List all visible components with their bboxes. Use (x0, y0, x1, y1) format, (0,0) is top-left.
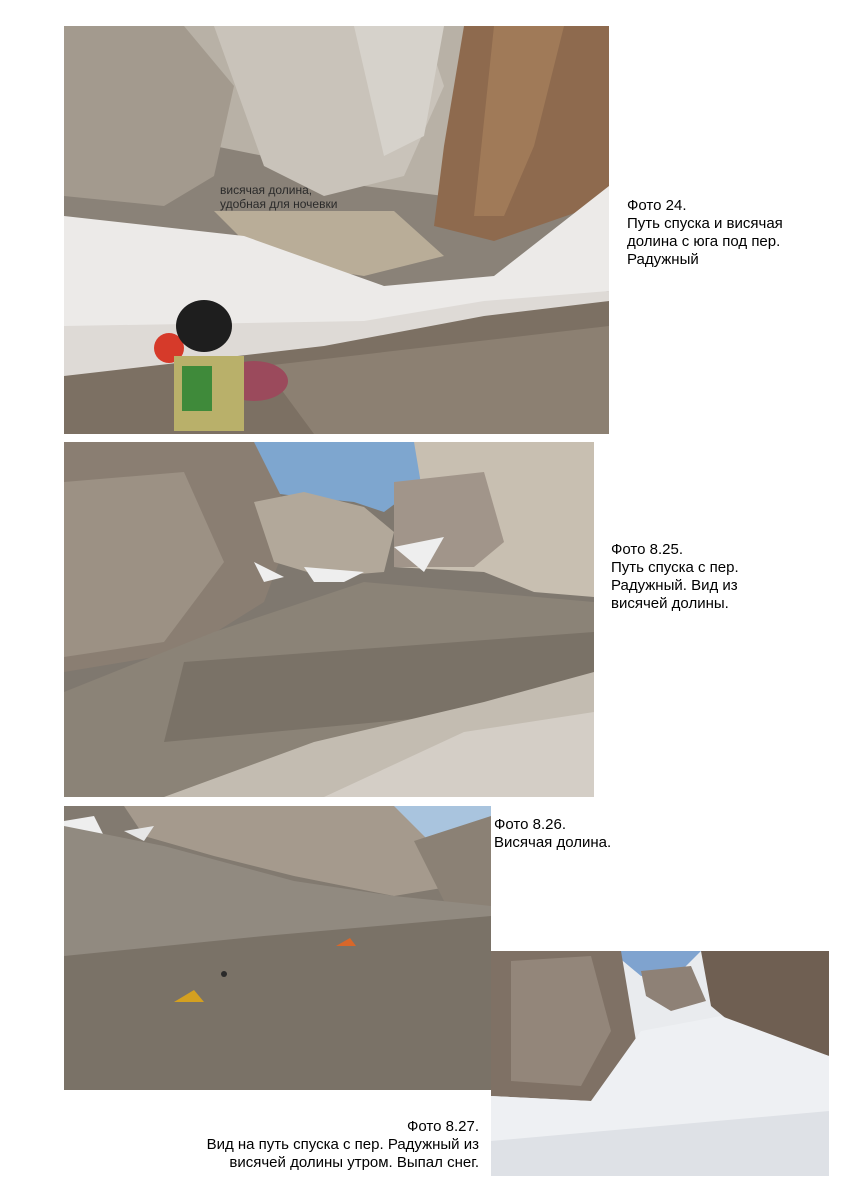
photo-8-27 (491, 951, 829, 1176)
photo-8-25-caption: Фото 8.25. Путь спуска с пер. Радужный. Вид из висячей долины. (611, 541, 739, 612)
photo-8-25 (64, 442, 594, 797)
photo-24-overlay-label: висячая долина, удобная для ночевки (220, 183, 338, 211)
photo-8-26 (64, 806, 491, 1090)
photo-24-caption: Фото 24. Путь спуска и висячая долина с юга под пер. Радужный (627, 197, 783, 268)
photo-24 (64, 26, 609, 434)
photo-8-26-caption: Фото 8.26. Висячая долина. (494, 816, 612, 851)
photo-8-27-caption: Фото 8.27. Вид на путь спуска с пер. Радужный из висячей долины утром. Выпал снег. (206, 1118, 479, 1171)
